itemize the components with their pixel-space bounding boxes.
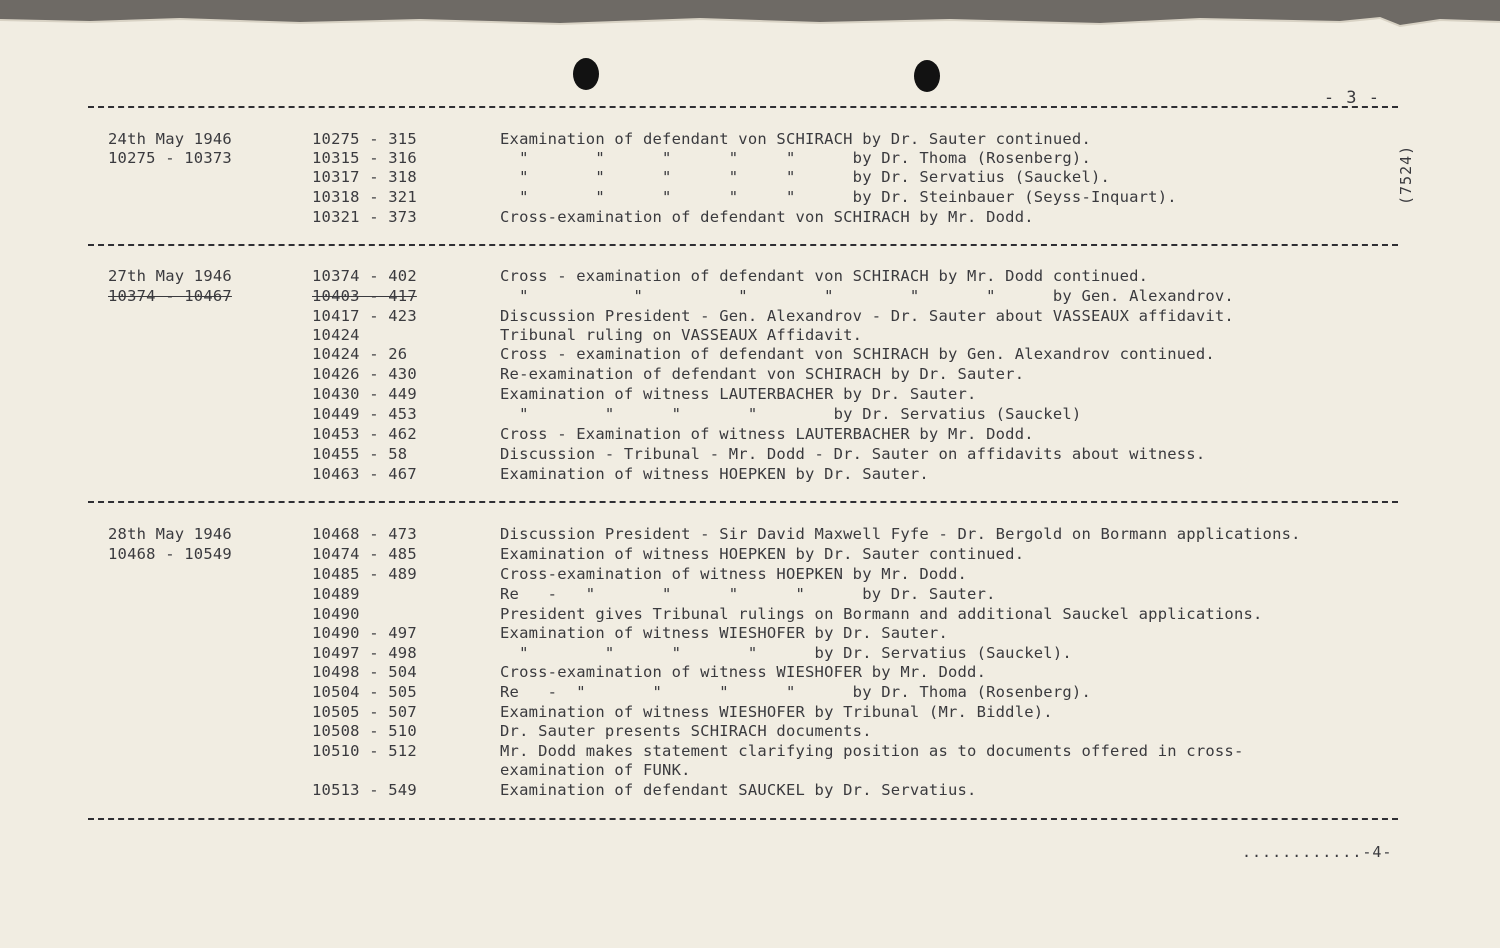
entry-description: Examination of witness LAUTERBACHER by Dr. Sauter. bbox=[500, 385, 977, 403]
entry-description: " " " " by Dr. Servatius (Sauckel) bbox=[500, 405, 1082, 423]
divider-top bbox=[88, 106, 1398, 108]
section-divider bbox=[88, 818, 1398, 820]
entry-description: Examination of defendant von SCHIRACH by Dr. Sauter continued. bbox=[500, 130, 1091, 148]
entry-range: 10474 - 485 bbox=[312, 545, 417, 563]
entry-range: 10424 bbox=[312, 326, 360, 344]
entry-range: 10449 - 453 bbox=[312, 405, 417, 423]
entry-range: 10455 - 58 bbox=[312, 445, 408, 463]
section-date: 27th May 1946 bbox=[108, 267, 232, 285]
entry-range: 10490 - 497 bbox=[312, 624, 417, 642]
section-date: 24th May 1946 bbox=[108, 130, 232, 148]
entry-range: 10505 - 507 bbox=[312, 703, 417, 721]
entry-range: 10463 - 467 bbox=[312, 465, 417, 483]
section-page-range: 10374 - 10467 bbox=[108, 287, 232, 305]
section-date: 28th May 1946 bbox=[108, 525, 232, 543]
entry-range: 10424 - 26 bbox=[312, 345, 408, 363]
entry-range: 10497 - 498 bbox=[312, 644, 417, 662]
entry-range: 10453 - 462 bbox=[312, 425, 417, 443]
entry-range: 10468 - 473 bbox=[312, 525, 417, 543]
entry-description: Discussion President - Gen. Alexandrov - Dr. Sauter about VASSEAUX affidavit. bbox=[500, 307, 1234, 325]
entry-range: 10317 - 318 bbox=[312, 168, 417, 186]
entry-description: Cross-examination of witness WIESHOFER by Mr. Dodd. bbox=[500, 663, 987, 681]
entry-range: 10504 - 505 bbox=[312, 683, 417, 701]
entry-range: 10374 - 402 bbox=[312, 267, 417, 285]
entry-range: 10489 bbox=[312, 585, 360, 603]
entry-description: Mr. Dodd makes statement clarifying position as to documents offered in cross- bbox=[500, 742, 1244, 760]
entry-range: 10430 - 449 bbox=[312, 385, 417, 403]
entry-range: 10498 - 504 bbox=[312, 663, 417, 681]
entry-range: 10321 - 373 bbox=[312, 208, 417, 226]
entry-range: 10403 - 417 bbox=[312, 287, 417, 305]
entry-description: " " " " " by Dr. Servatius (Sauckel). bbox=[500, 168, 1111, 186]
section-divider bbox=[88, 244, 1398, 246]
entry-description: " " " " " by Dr. Thoma (Rosenberg). bbox=[500, 149, 1091, 167]
entry-description: " " " " " by Dr. Steinbauer (Seyss-Inquart). bbox=[500, 188, 1177, 206]
entry-description: Cross-examination of witness HOEPKEN by Mr. Dodd. bbox=[500, 565, 968, 583]
torn-top-edge bbox=[0, 0, 1500, 30]
entry-range: 10508 - 510 bbox=[312, 722, 417, 740]
entry-range: 10490 bbox=[312, 605, 360, 623]
entry-description: President gives Tribunal rulings on Bormann and additional Sauckel applications. bbox=[500, 605, 1263, 623]
section-page-range: 10468 - 10549 bbox=[108, 545, 232, 563]
entry-description: Examination of defendant SAUCKEL by Dr. Servatius. bbox=[500, 781, 977, 799]
entry-range: 10513 - 549 bbox=[312, 781, 417, 799]
entry-range: 10417 - 423 bbox=[312, 307, 417, 325]
entry-description: Re - " " " " by Dr. Sauter. bbox=[500, 585, 996, 603]
entry-description: Examination of witness WIESHOFER by Tribunal (Mr. Biddle). bbox=[500, 703, 1053, 721]
entry-description: Cross - examination of defendant von SCHIRACH by Gen. Alexandrov continued. bbox=[500, 345, 1215, 363]
entry-range: 10275 - 315 bbox=[312, 130, 417, 148]
entry-range: 10315 - 316 bbox=[312, 149, 417, 167]
entry-description: Cross-examination of defendant von SCHIRACH by Mr. Dodd. bbox=[500, 208, 1034, 226]
entry-description: Examination of witness HOEPKEN by Dr. Sauter. bbox=[500, 465, 929, 483]
side-reference-number: (7524) bbox=[1397, 144, 1415, 205]
entry-description: Tribunal ruling on VASSEAUX Affidavit. bbox=[500, 326, 863, 344]
punch-hole-right bbox=[914, 60, 940, 92]
entry-description: Cross - examination of defendant von SCHIRACH by Mr. Dodd continued. bbox=[500, 267, 1149, 285]
entry-range: 10510 - 512 bbox=[312, 742, 417, 760]
entry-description: Discussion - Tribunal - Mr. Dodd - Dr. Sauter on affidavits about witness. bbox=[500, 445, 1206, 463]
entry-description: " " " " by Dr. Servatius (Sauckel). bbox=[500, 644, 1072, 662]
entry-range: 10426 - 430 bbox=[312, 365, 417, 383]
entry-range: 10485 - 489 bbox=[312, 565, 417, 583]
entry-range: 10318 - 321 bbox=[312, 188, 417, 206]
continuation-mark: ............-4- bbox=[1242, 843, 1393, 861]
section-page-range: 10275 - 10373 bbox=[108, 149, 232, 167]
entry-description: Examination of witness WIESHOFER by Dr. Sauter. bbox=[500, 624, 948, 642]
page-number: - 3 - bbox=[1323, 88, 1380, 108]
entry-description: Re-examination of defendant von SCHIRACH by Dr. Sauter. bbox=[500, 365, 1025, 383]
punch-hole-left bbox=[573, 58, 599, 90]
entry-description: Examination of witness HOEPKEN by Dr. Sauter continued. bbox=[500, 545, 1025, 563]
entry-description: Cross - Examination of witness LAUTERBACHER by Mr. Dodd. bbox=[500, 425, 1034, 443]
section-divider bbox=[88, 501, 1398, 503]
entry-description: Dr. Sauter presents SCHIRACH documents. bbox=[500, 722, 872, 740]
entry-description: Re - " " " " by Dr. Thoma (Rosenberg). bbox=[500, 683, 1091, 701]
entry-description: examination of FUNK. bbox=[500, 761, 691, 779]
entry-description: " " " " " " by Gen. Alexandrov. bbox=[500, 287, 1234, 305]
entry-description: Discussion President - Sir David Maxwell Fyfe - Dr. Bergold on Bormann applications. bbox=[500, 525, 1301, 543]
